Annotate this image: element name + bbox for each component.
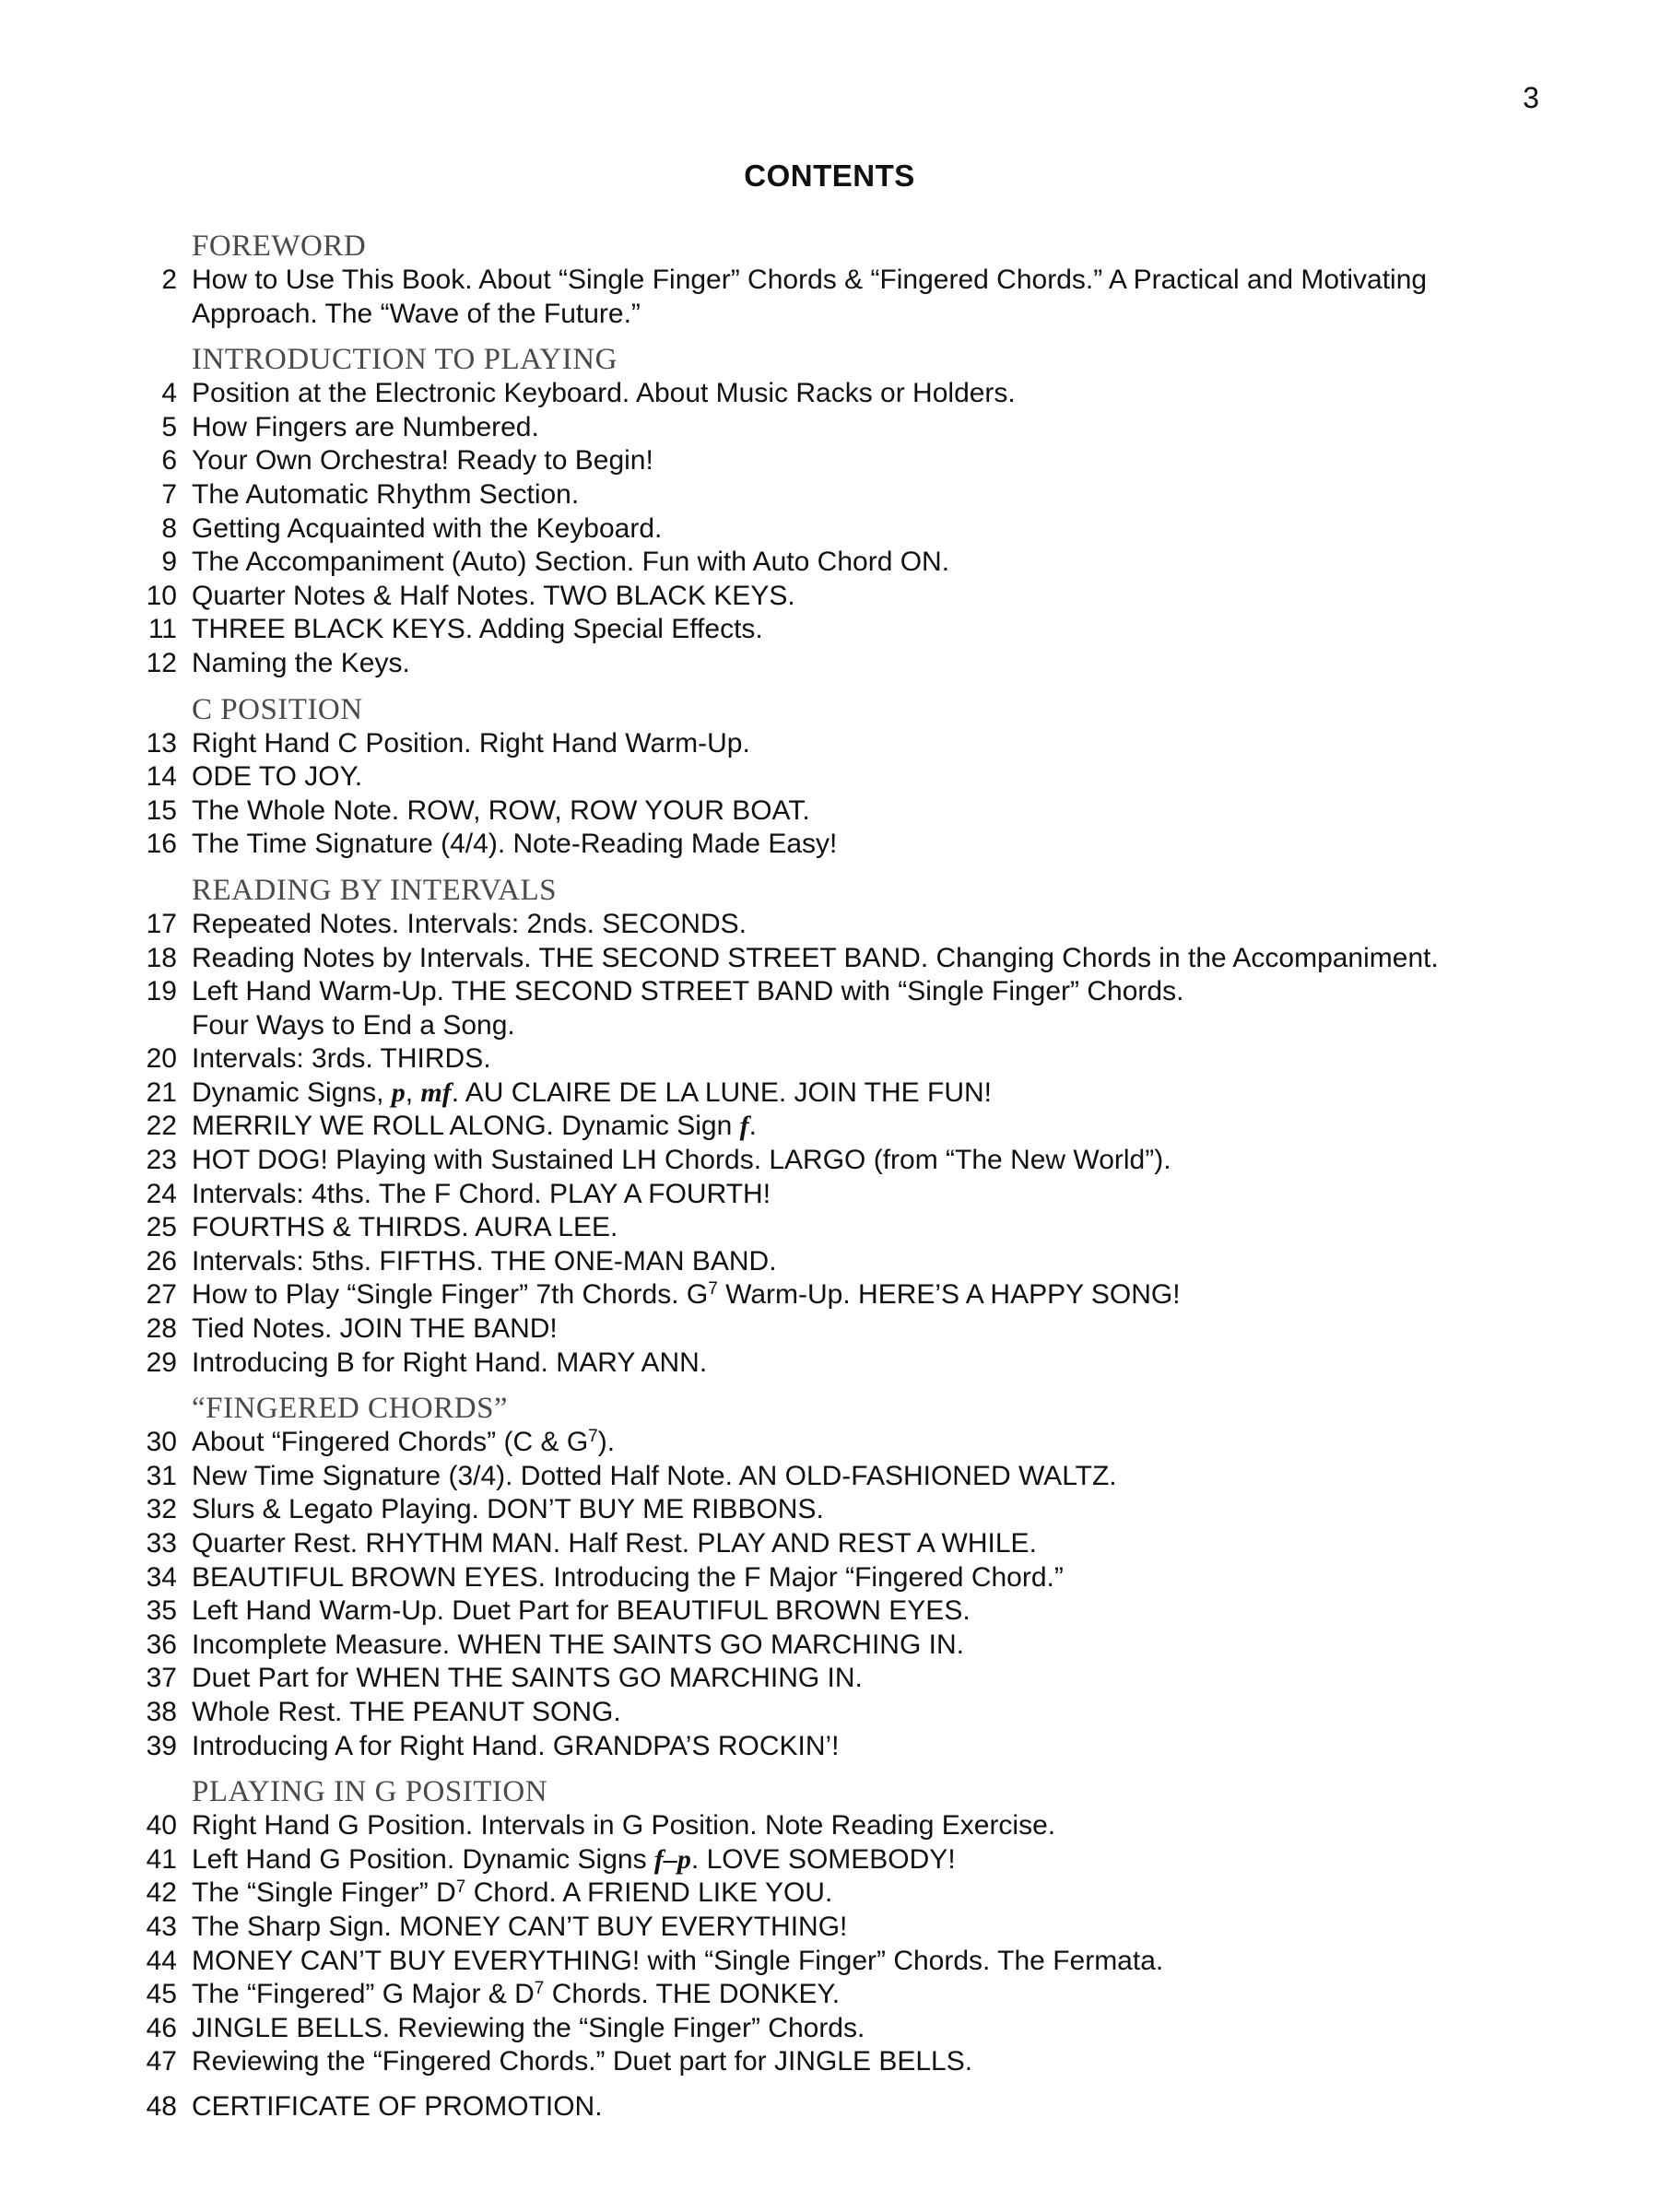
toc-entry [129, 1077, 1567, 1111]
toc-entry [129, 760, 1567, 794]
entry-text: The Whole Note. ROW, ROW, ROW YOUR BOAT. [192, 794, 810, 826]
entry-page-number: 25 [146, 1212, 177, 1243]
entry-page-number: 33 [146, 1528, 177, 1559]
entry-page-number: 9 [161, 547, 177, 578]
entry-page-number: 28 [146, 1313, 177, 1345]
entry-text: Tied Notes. JOIN THE BAND! [192, 1313, 558, 1345]
entry-text-part: . LOVE SOMEBODY! [690, 1843, 956, 1875]
section-heading: PLAYING IN G POSITION [192, 1775, 548, 1809]
entry-text: Your Own Orchestra! Ready to Begin! [192, 445, 653, 477]
toc-entry [129, 580, 1567, 614]
section-heading: FOREWORD [192, 229, 367, 263]
entry-page-number: 14 [146, 761, 177, 793]
toc-entry [129, 478, 1567, 512]
toc-entry [129, 1843, 1567, 1877]
toc-entry [129, 1594, 1567, 1629]
entry-text-part: . AU CLAIRE DE LA LUNE. JOIN THE FUN! [451, 1077, 993, 1108]
entry-text-part: Chord. A FRIEND LIKE YOU. [465, 1877, 833, 1909]
toc-entry [129, 411, 1567, 445]
entry-text: Intervals: 5ths. FIFTHS. THE ONE-MAN BAND. [192, 1245, 777, 1277]
entry-text: Repeated Notes. Intervals: 2nds. SECONDS. [192, 908, 747, 939]
toc-entry [129, 1911, 1567, 1945]
entry-page-number: 20 [146, 1043, 177, 1075]
entry-line: Approach. The “Wave of the Future.” [192, 298, 641, 329]
section-heading: C POSITION [192, 692, 363, 726]
entry-page-number: 4 [161, 378, 177, 409]
toc-entry [129, 377, 1567, 411]
entry-page-number: 42 [146, 1877, 177, 1909]
entry-text-part: , [405, 1077, 421, 1108]
entry-page-number: 6 [161, 445, 177, 477]
toc-section-c-position [129, 692, 1567, 862]
entry-page-number: 48 [146, 2090, 177, 2122]
toc-entry [129, 908, 1567, 942]
entry-page-number: 18 [146, 942, 177, 973]
toc-entry [129, 1144, 1567, 1178]
entry-page-number: 34 [146, 1561, 177, 1593]
entry-page-number: 43 [146, 1911, 177, 1942]
entry-text: Duet Part for WHEN THE SAINTS GO MARCHING IN. [192, 1663, 863, 1694]
entry-text [192, 264, 1567, 331]
toc-entry [129, 727, 1567, 761]
entry-text: MONEY CAN’T BUY EVERYTHING! with “Single Finger” Chords. The Fermata. [192, 1945, 1164, 1976]
toc-entry [129, 1945, 1567, 1979]
entry-text-part: Chords. THE DONKEY. [544, 1979, 841, 2010]
toc-entry [129, 444, 1567, 478]
entry-text-part: About “Fingered Chords” (C & G [192, 1427, 589, 1458]
toc-entry [129, 1278, 1567, 1312]
toc-entry [129, 2045, 1567, 2079]
entry-page-number: 39 [146, 1730, 177, 1761]
entry-page-number: 21 [146, 1077, 177, 1108]
entry-text: Reviewing the “Fingered Chords.” Duet part for JINGLE BELLS. [192, 2046, 973, 2077]
entry-page-number: 16 [146, 829, 177, 860]
toc-entry [129, 1493, 1567, 1527]
toc-entry [129, 512, 1567, 547]
section-heading: INTRODUCTION TO PLAYING [192, 343, 618, 377]
toc-section-g-position [129, 1774, 1567, 2079]
toc-entry [129, 1110, 1567, 1144]
entry-text: FOURTHS & THIRDS. AURA LEE. [192, 1212, 618, 1243]
entry-page-number: 12 [146, 647, 177, 678]
entry-page-number: 31 [146, 1460, 177, 1491]
entry-text: The Accompaniment (Auto) Section. Fun with Auto Chord ON. [192, 547, 950, 578]
entry-text: Left Hand Warm-Up. Duet Part for BEAUTIFUL BROWN EYES. [192, 1595, 971, 1627]
section-heading: READING BY INTERVALS [192, 873, 558, 907]
toc-entry [129, 647, 1567, 681]
dynamic-sign-piano: p [391, 1077, 406, 1108]
entry-text [192, 1426, 1567, 1460]
table-of-contents [129, 229, 1567, 2124]
entry-text: ODE TO JOY. [192, 761, 363, 793]
toc-entry [129, 828, 1567, 862]
superscript: 7 [455, 1877, 466, 1898]
toc-section-reading-by-intervals [129, 873, 1567, 1380]
entry-page-number: 5 [161, 411, 177, 442]
toc-entry [129, 1460, 1567, 1494]
entry-text [192, 1978, 1567, 2012]
entry-page-number: 27 [146, 1279, 177, 1311]
toc-entry [129, 1877, 1567, 1911]
entry-text: Quarter Rest. RHYTHM MAN. Half Rest. PLAY AND REST A WHILE. [192, 1528, 1037, 1559]
dynamic-sign-forte: f [739, 1111, 749, 1142]
toc-entry [129, 613, 1567, 647]
entry-page-number: 10 [146, 580, 177, 611]
entry-text: How Fingers are Numbered. [192, 411, 539, 442]
entry-page-number: 44 [146, 1945, 177, 1976]
entry-text: Intervals: 4ths. The F Chord. PLAY A FOURTH! [192, 1178, 771, 1209]
toc-entry [129, 1730, 1567, 1764]
entry-text: Naming the Keys. [192, 647, 410, 678]
toc-section-foreword [129, 229, 1567, 331]
entry-page-number: 40 [146, 1810, 177, 1841]
entry-text-part: Warm-Up. HERE’S A HAPPY SONG! [717, 1279, 1181, 1311]
toc-entry [129, 1978, 1567, 2012]
entry-text-part: How to Play “Single Finger” 7th Chords. G [192, 1279, 709, 1311]
entry-line: How to Use This Book. About “Single Finger” Chords & “Fingered Chords.” A Practical and Motivating [192, 265, 1428, 295]
entry-text [192, 1278, 1567, 1312]
entry-text: Introducing A for Right Hand. GRANDPA’S ROCKIN’! [192, 1730, 840, 1761]
toc-entry [129, 1312, 1567, 1347]
entry-page-number: 26 [146, 1245, 177, 1277]
toc-entry [129, 546, 1567, 580]
toc-entry [129, 1527, 1567, 1561]
entry-page-number: 38 [146, 1696, 177, 1727]
entry-text: Quarter Notes & Half Notes. TWO BLACK KEYS. [192, 580, 795, 611]
toc-entry [129, 1245, 1567, 1279]
entry-page-number: 32 [146, 1494, 177, 1525]
superscript: 7 [534, 1979, 545, 1999]
entry-text: Slurs & Legato Playing. DON’T BUY ME RIBBONS. [192, 1494, 824, 1525]
section-heading: “FINGERED CHORDS” [192, 1392, 509, 1426]
entry-text: Right Hand G Position. Intervals in G Position. Note Reading Exercise. [192, 1810, 1056, 1841]
entry-text-part: The “Single Finger” D [192, 1877, 456, 1909]
toc-section-introduction [129, 342, 1567, 680]
toc-entry [129, 1178, 1567, 1212]
toc-entry [129, 264, 1567, 331]
entry-page-number: 23 [146, 1145, 177, 1176]
entry-text: THREE BLACK KEYS. Adding Special Effects. [192, 614, 763, 645]
entry-text: Introducing B for Right Hand. MARY ANN. [192, 1347, 708, 1378]
toc-entry [129, 1662, 1567, 1696]
page-number: 3 [1523, 81, 1539, 114]
entry-page-number: 30 [146, 1427, 177, 1458]
entry-page-number: 13 [146, 727, 177, 759]
entry-text [192, 1077, 1567, 1111]
entry-text: The Automatic Rhythm Section. [192, 478, 580, 510]
entry-text-part: Left Hand G Position. Dynamic Signs [192, 1843, 654, 1875]
toc-section-fingered-chords [129, 1391, 1567, 1763]
entry-page-number: 17 [146, 908, 177, 939]
entry-page-number: 15 [146, 794, 177, 826]
toc-entry [129, 1347, 1567, 1381]
entry-page-number: 29 [146, 1347, 177, 1378]
entry-page-number: 19 [146, 976, 177, 1007]
toc-entry [129, 794, 1567, 829]
entry-page-number: 22 [146, 1111, 177, 1142]
toc-entry [129, 2012, 1567, 2046]
entry-text [192, 1110, 1567, 1144]
toc-entry [129, 1809, 1567, 1843]
entry-page-number: 45 [146, 1979, 177, 2010]
dynamic-sign-forte-piano: f–p [653, 1843, 691, 1875]
entry-page-number: 2 [161, 265, 177, 295]
entry-text: Intervals: 3rds. THIRDS. [192, 1043, 491, 1075]
superscript: 7 [708, 1279, 718, 1300]
entry-text: BEAUTIFUL BROWN EYES. Introducing the F Major “Fingered Chord.” [192, 1561, 1064, 1593]
entry-page-number: 7 [161, 478, 177, 510]
entry-text: New Time Signature (3/4). Dotted Half Note. AN OLD-FASHIONED WALTZ. [192, 1460, 1117, 1491]
entry-page-number: 47 [146, 2046, 177, 2077]
toc-entry [129, 1561, 1567, 1595]
entry-text: CERTIFICATE OF PROMOTION. [192, 2090, 603, 2122]
entry-page-number: 46 [146, 2012, 177, 2043]
toc-entry [129, 975, 1567, 1042]
toc-entry [129, 1211, 1567, 1245]
entry-page-number: 11 [147, 614, 177, 645]
entry-text: Whole Rest. THE PEANUT SONG. [192, 1696, 621, 1727]
toc-entry [129, 1696, 1567, 1730]
toc-entry [129, 942, 1567, 976]
entry-page-number: 36 [146, 1629, 177, 1660]
page-title: CONTENTS [744, 159, 915, 193]
entry-page-number: 8 [161, 512, 177, 544]
entry-text: The Time Signature (4/4). Note-Reading Made Easy! [192, 829, 838, 860]
entry-text-part: . [748, 1111, 757, 1142]
entry-line: Four Ways to End a Song. [192, 1009, 515, 1041]
entry-text: Incomplete Measure. WHEN THE SAINTS GO MARCHING IN. [192, 1629, 964, 1660]
entry-text: Getting Acquainted with the Keyboard. [192, 512, 663, 544]
entry-text: JINGLE BELLS. Reviewing the “Single Finger” Chords. [192, 2012, 865, 2043]
superscript: 7 [588, 1427, 598, 1447]
entry-text: Position at the Electronic Keyboard. About Music Racks or Holders. [192, 378, 1016, 409]
toc-entry [129, 1042, 1567, 1077]
entry-text: The Sharp Sign. MONEY CAN’T BUY EVERYTHING! [192, 1911, 848, 1942]
entry-text-part: MERRILY WE ROLL ALONG. Dynamic Sign [192, 1111, 740, 1142]
toc-entry [129, 1629, 1567, 1663]
entry-text [192, 1877, 1567, 1911]
entry-text-part: The “Fingered” G Major & D [192, 1979, 535, 2010]
dynamic-sign-mezzo-forte: mf [420, 1077, 452, 1108]
entry-page-number: 24 [146, 1178, 177, 1209]
entry-page-number: 35 [146, 1595, 177, 1627]
entry-text [192, 975, 1567, 1042]
toc-entry [129, 1426, 1567, 1460]
entry-text: Right Hand C Position. Right Hand Warm-Up. [192, 727, 750, 759]
entry-text-part: Dynamic Signs, [192, 1077, 392, 1108]
entry-text: HOT DOG! Playing with Sustained LH Chords. LARGO (from “The New World”). [192, 1145, 1171, 1176]
entry-page-number: 41 [146, 1843, 177, 1875]
entry-line: Left Hand Warm-Up. THE SECOND STREET BAND with “Single Finger” Chords. [192, 976, 1184, 1007]
entry-text-part: ). [597, 1427, 616, 1458]
entry-text: Reading Notes by Intervals. THE SECOND STREET BAND. Changing Chords in the Accompaniment. [192, 942, 1439, 973]
entry-text [192, 1843, 1567, 1877]
entry-page-number: 37 [146, 1663, 177, 1694]
toc-entry-certificate [129, 2090, 1567, 2124]
